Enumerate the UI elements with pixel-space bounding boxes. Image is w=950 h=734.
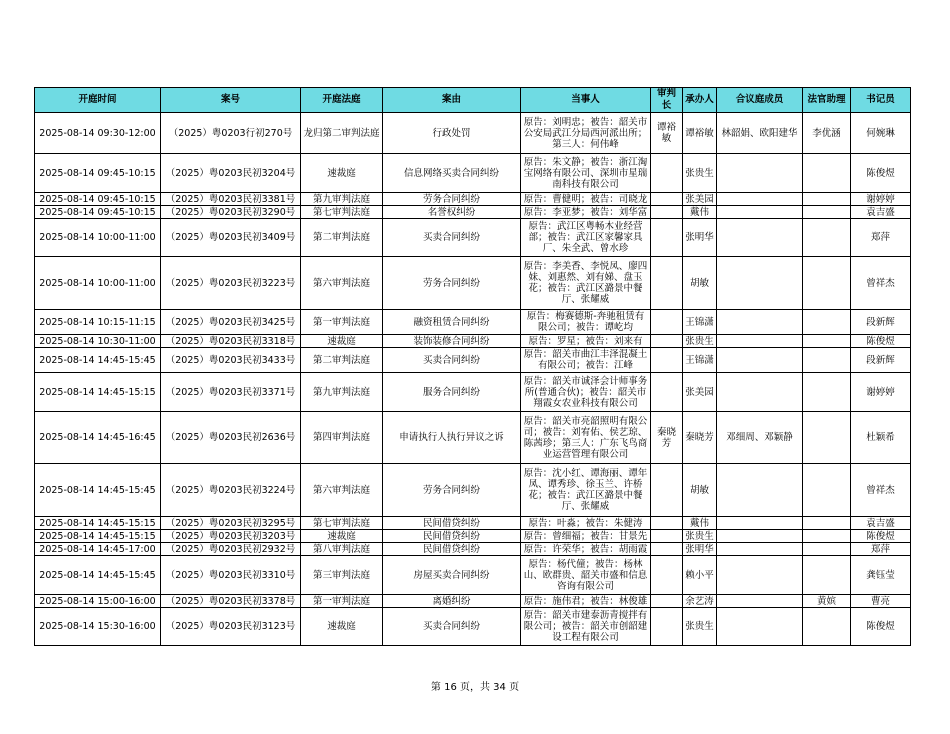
cell-presiding-judge <box>651 193 683 206</box>
cell-cause: 申请执行人执行异议之诉 <box>383 412 521 464</box>
cell-court: 第三审判法庭 <box>301 556 383 595</box>
cell-assistant <box>803 348 851 373</box>
cell-case-no: （2025）粤0203民初3290号 <box>161 206 301 219</box>
cell-clerk: 杜颖希 <box>851 412 911 464</box>
cell-handler: 张美园 <box>683 373 717 412</box>
table-row <box>35 373 911 412</box>
cell-cause: 劳务合同纠纷 <box>383 464 521 517</box>
cell-handler: 戴伟 <box>683 517 717 530</box>
cell-cause: 行政处罚 <box>383 113 521 154</box>
table-row <box>35 257 911 310</box>
cell-presiding-judge <box>651 595 683 608</box>
cell-panel <box>717 373 803 412</box>
col-header-clerk: 书记员 <box>851 88 911 113</box>
cell-parties: 原告：韶关市建泰沥青搅拌有限公司；被告：韶关市创韶建设工程有限公司 <box>521 608 651 646</box>
cell-presiding-judge <box>651 543 683 556</box>
cell-cause: 劳务合同纠纷 <box>383 193 521 206</box>
cell-panel: 林韶娟、欧阳建华 <box>717 113 803 154</box>
cell-handler: 张明华 <box>683 543 717 556</box>
cell-case-no: （2025）粤0203民初3295号 <box>161 517 301 530</box>
cell-court: 速裁庭 <box>301 335 383 348</box>
page-number: 第 16 页，共 34 页 <box>430 682 520 693</box>
col-header-case-no: 案号 <box>161 88 301 113</box>
cell-cause: 融资租赁合同纠纷 <box>383 310 521 335</box>
cell-parties: 原告：韶关市诚泽会计师事务所(普通合伙)；被告：韶关市翔霞女农业科技有限公司 <box>521 373 651 412</box>
cell-time: 2025-08-14 10:00-11:00 <box>35 257 161 310</box>
cell-court: 第九审判法庭 <box>301 373 383 412</box>
cell-assistant <box>803 608 851 646</box>
cell-cause: 名誉权纠纷 <box>383 206 521 219</box>
cell-case-no: （2025）粤0203民初3223号 <box>161 257 301 310</box>
cell-presiding-judge: 秦晓芳 <box>651 412 683 464</box>
col-header-assistant: 法官助理 <box>803 88 851 113</box>
cell-panel <box>717 257 803 310</box>
table-row <box>35 113 911 154</box>
cell-presiding-judge <box>651 257 683 310</box>
cell-panel <box>717 543 803 556</box>
col-header-parties: 当事人 <box>521 88 651 113</box>
cell-court: 第六审判法庭 <box>301 257 383 310</box>
table-row <box>35 464 911 517</box>
col-header-handler: 承办人 <box>683 88 717 113</box>
cell-case-no: （2025）粤0203民初3433号 <box>161 348 301 373</box>
cell-clerk: 何婉琳 <box>851 113 911 154</box>
cell-panel <box>717 595 803 608</box>
col-header-cause: 案由 <box>383 88 521 113</box>
cell-panel <box>717 530 803 543</box>
cell-parties: 原告：刘明忠；被告：韶关市公安局武江分局西河派出所；第三人：何伟峰 <box>521 113 651 154</box>
col-header-presiding-judge: 审判长 <box>651 88 683 113</box>
cell-parties: 原告：朱文静；被告：浙江淘宝网络有限公司、深圳市星瑞南科技有限公司 <box>521 154 651 193</box>
cell-handler: 谭裕敏 <box>683 113 717 154</box>
cell-panel <box>717 154 803 193</box>
cell-assistant <box>803 543 851 556</box>
cell-case-no: （2025）粤0203民初3204号 <box>161 154 301 193</box>
cell-handler: 张贵生 <box>683 530 717 543</box>
cell-time: 2025-08-14 10:00-11:00 <box>35 219 161 257</box>
cell-court: 龙归第二审判法庭 <box>301 113 383 154</box>
cell-handler: 赖小平 <box>683 556 717 595</box>
cell-assistant <box>803 310 851 335</box>
cell-time: 2025-08-14 14:45-15:45 <box>35 464 161 517</box>
cell-presiding-judge <box>651 608 683 646</box>
cell-cause: 民间借贷纠纷 <box>383 517 521 530</box>
cell-court: 第四审判法庭 <box>301 412 383 464</box>
cell-clerk: 谢婷婷 <box>851 373 911 412</box>
cell-case-no: （2025）粤0203民初2932号 <box>161 543 301 556</box>
cell-presiding-judge <box>651 206 683 219</box>
table-row <box>35 412 911 464</box>
cell-case-no: （2025）粤0203民初3371号 <box>161 373 301 412</box>
cell-parties: 原告：施伟君；被告：林俊雄 <box>521 595 651 608</box>
table-row <box>35 310 911 335</box>
cell-parties: 原告：曹健明；被告：司晓龙 <box>521 193 651 206</box>
cell-cause: 民间借贷纠纷 <box>383 543 521 556</box>
cell-handler: 张贵生 <box>683 154 717 193</box>
cell-parties: 原告：杨代僮；被告：杨林山、欧群贵、韶关市盛和信息咨询有限公司 <box>521 556 651 595</box>
cell-clerk: 陈俊煜 <box>851 335 911 348</box>
cell-presiding-judge <box>651 348 683 373</box>
table-row <box>35 219 911 257</box>
cell-parties: 原告：武江区粤畅木业经营部；被告：武江区家馨家具厂、朱全武、曾水珍 <box>521 219 651 257</box>
cell-cause: 民间借贷纠纷 <box>383 530 521 543</box>
cell-presiding-judge <box>651 154 683 193</box>
cell-time: 2025-08-14 15:00-16:00 <box>35 595 161 608</box>
cell-presiding-judge <box>651 310 683 335</box>
cell-court: 第一审判法庭 <box>301 595 383 608</box>
table-body <box>35 113 911 646</box>
cell-cause: 买卖合同纠纷 <box>383 219 521 257</box>
table-row <box>35 193 911 206</box>
cell-court: 速裁庭 <box>301 608 383 646</box>
cell-cause: 买卖合同纠纷 <box>383 608 521 646</box>
cell-cause: 信息网络买卖合同纠纷 <box>383 154 521 193</box>
cell-presiding-judge <box>651 335 683 348</box>
hearing-schedule-table <box>34 87 911 646</box>
cell-time: 2025-08-14 09:45-10:15 <box>35 206 161 219</box>
cell-assistant <box>803 257 851 310</box>
cell-presiding-judge <box>651 219 683 257</box>
cell-assistant <box>803 335 851 348</box>
cell-assistant: 李优涵 <box>803 113 851 154</box>
cell-assistant <box>803 517 851 530</box>
cell-assistant <box>803 154 851 193</box>
cell-case-no: （2025）粤0203民初3123号 <box>161 608 301 646</box>
col-header-court: 开庭法庭 <box>301 88 383 113</box>
table-row <box>35 530 911 543</box>
col-header-panel: 合议庭成员 <box>717 88 803 113</box>
cell-case-no: （2025）粤0203民初3378号 <box>161 595 301 608</box>
cell-panel <box>717 517 803 530</box>
cell-case-no: （2025）粤0203行初270号 <box>161 113 301 154</box>
cell-parties: 原告：曾细福；被告：甘景先 <box>521 530 651 543</box>
header-row <box>35 88 911 113</box>
cell-case-no: （2025）粤0203民初2636号 <box>161 412 301 464</box>
table-row <box>35 206 911 219</box>
cell-parties: 原告：李亚梦；被告：刘华富 <box>521 206 651 219</box>
cell-clerk: 段新辉 <box>851 348 911 373</box>
cell-clerk: 曾祥杰 <box>851 257 911 310</box>
cell-court: 速裁庭 <box>301 154 383 193</box>
cell-time: 2025-08-14 14:45-15:45 <box>35 348 161 373</box>
cell-handler: 王锦潇 <box>683 348 717 373</box>
cell-case-no: （2025）粤0203民初3310号 <box>161 556 301 595</box>
col-header-time: 开庭时间 <box>35 88 161 113</box>
table-row <box>35 556 911 595</box>
cell-handler: 张贵生 <box>683 608 717 646</box>
cell-panel <box>717 464 803 517</box>
cell-parties: 原告：许荣华；被告：胡雨霞 <box>521 543 651 556</box>
cell-handler: 王锦潇 <box>683 310 717 335</box>
cell-handler: 张明华 <box>683 219 717 257</box>
cell-court: 第六审判法庭 <box>301 464 383 517</box>
cell-assistant <box>803 530 851 543</box>
table-row <box>35 154 911 193</box>
cell-handler: 胡敏 <box>683 257 717 310</box>
cell-clerk: 段新辉 <box>851 310 911 335</box>
table-row <box>35 608 911 646</box>
cell-cause: 离婚纠纷 <box>383 595 521 608</box>
cell-panel <box>717 608 803 646</box>
cell-parties: 原告：梅赛德斯-奔驰租赁有限公司；被告：谭屹均 <box>521 310 651 335</box>
cell-cause: 房屋买卖合同纠纷 <box>383 556 521 595</box>
cell-panel <box>717 310 803 335</box>
cell-assistant <box>803 464 851 517</box>
cell-cause: 装饰装修合同纠纷 <box>383 335 521 348</box>
cell-clerk: 曹亮 <box>851 595 911 608</box>
cell-time: 2025-08-14 14:45-15:15 <box>35 373 161 412</box>
cell-panel <box>717 219 803 257</box>
cell-parties: 原告：韶关市亮韶照明有限公司；被告：刘宥佑、侯艺琼、陈茜珍；第三人：广东飞鸟商业运营管理有限公司 <box>521 412 651 464</box>
cell-clerk: 陈俊煜 <box>851 530 911 543</box>
cell-case-no: （2025）粤0203民初3425号 <box>161 310 301 335</box>
cell-court: 第八审判法庭 <box>301 543 383 556</box>
cell-time: 2025-08-14 14:45-15:45 <box>35 556 161 595</box>
cell-panel <box>717 556 803 595</box>
cell-clerk: 郑萍 <box>851 543 911 556</box>
cell-parties: 原告：韶关市曲江丰泽混凝土有限公司；被告：江峰 <box>521 348 651 373</box>
cell-handler: 秦晓芳 <box>683 412 717 464</box>
cell-time: 2025-08-14 09:45-10:15 <box>35 154 161 193</box>
cell-court: 第二审判法庭 <box>301 348 383 373</box>
cell-clerk: 陈俊煜 <box>851 608 911 646</box>
cell-panel: 邓细周、邓颖静 <box>717 412 803 464</box>
table-row <box>35 543 911 556</box>
cell-court: 速裁庭 <box>301 530 383 543</box>
cell-case-no: （2025）粤0203民初3381号 <box>161 193 301 206</box>
cell-assistant <box>803 206 851 219</box>
cell-court: 第七审判法庭 <box>301 517 383 530</box>
cell-clerk: 龚钰莹 <box>851 556 911 595</box>
cell-time: 2025-08-14 14:45-15:15 <box>35 517 161 530</box>
cell-court: 第一审判法庭 <box>301 310 383 335</box>
cell-cause: 劳务合同纠纷 <box>383 257 521 310</box>
cell-time: 2025-08-14 10:15-11:15 <box>35 310 161 335</box>
cell-cause: 服务合同纠纷 <box>383 373 521 412</box>
cell-clerk: 陈俊煜 <box>851 154 911 193</box>
cell-time: 2025-08-14 14:45-17:00 <box>35 543 161 556</box>
cell-handler: 余艺涛 <box>683 595 717 608</box>
cell-handler: 戴伟 <box>683 206 717 219</box>
cell-assistant <box>803 219 851 257</box>
cell-presiding-judge <box>651 556 683 595</box>
cell-parties: 原告：李美香、李悦凤、廖四妹、刘惠然、刘有娣、盘玉花；被告：武江区潞景中餐厅、张耀威 <box>521 257 651 310</box>
table-row <box>35 595 911 608</box>
cell-cause: 买卖合同纠纷 <box>383 348 521 373</box>
cell-case-no: （2025）粤0203民初3203号 <box>161 530 301 543</box>
cell-parties: 原告：叶淼；被告：朱健涛 <box>521 517 651 530</box>
cell-parties: 原告：沈小红、谭海丽、谭年凤、谭秀珍、徐玉兰、许桥花；被告：武江区潞景中餐厅、张耀威 <box>521 464 651 517</box>
cell-time: 2025-08-14 14:45-16:45 <box>35 412 161 464</box>
cell-time: 2025-08-14 15:30-16:00 <box>35 608 161 646</box>
table-row <box>35 335 911 348</box>
cell-panel <box>717 335 803 348</box>
cell-clerk: 袁吉盛 <box>851 517 911 530</box>
cell-time: 2025-08-14 10:30-11:00 <box>35 335 161 348</box>
table-row <box>35 348 911 373</box>
cell-panel <box>717 206 803 219</box>
cell-case-no: （2025）粤0203民初3409号 <box>161 219 301 257</box>
cell-court: 第九审判法庭 <box>301 193 383 206</box>
table-row <box>35 517 911 530</box>
cell-court: 第七审判法庭 <box>301 206 383 219</box>
cell-presiding-judge <box>651 530 683 543</box>
cell-assistant <box>803 193 851 206</box>
cell-presiding-judge <box>651 464 683 517</box>
cell-case-no: （2025）粤0203民初3224号 <box>161 464 301 517</box>
cell-clerk: 曾祥杰 <box>851 464 911 517</box>
cell-parties: 原告：罗星；被告：刘来有 <box>521 335 651 348</box>
cell-court: 第二审判法庭 <box>301 219 383 257</box>
cell-assistant <box>803 373 851 412</box>
cell-presiding-judge <box>651 373 683 412</box>
cell-assistant: 黄嫔 <box>803 595 851 608</box>
cell-time: 2025-08-14 09:45-10:15 <box>35 193 161 206</box>
cell-panel <box>717 348 803 373</box>
cell-assistant <box>803 556 851 595</box>
cell-clerk: 郑萍 <box>851 219 911 257</box>
cell-panel <box>717 193 803 206</box>
cell-presiding-judge <box>651 517 683 530</box>
cell-time: 2025-08-14 14:45-15:15 <box>35 530 161 543</box>
cell-case-no: （2025）粤0203民初3318号 <box>161 335 301 348</box>
cell-clerk: 谢婷婷 <box>851 193 911 206</box>
cell-handler: 胡敏 <box>683 464 717 517</box>
cell-clerk: 袁吉盛 <box>851 206 911 219</box>
cell-handler: 张贵生 <box>683 335 717 348</box>
cell-assistant <box>803 412 851 464</box>
cell-handler: 张美园 <box>683 193 717 206</box>
cell-time: 2025-08-14 09:30-12:00 <box>35 113 161 154</box>
cell-presiding-judge: 谭裕敏 <box>651 113 683 154</box>
